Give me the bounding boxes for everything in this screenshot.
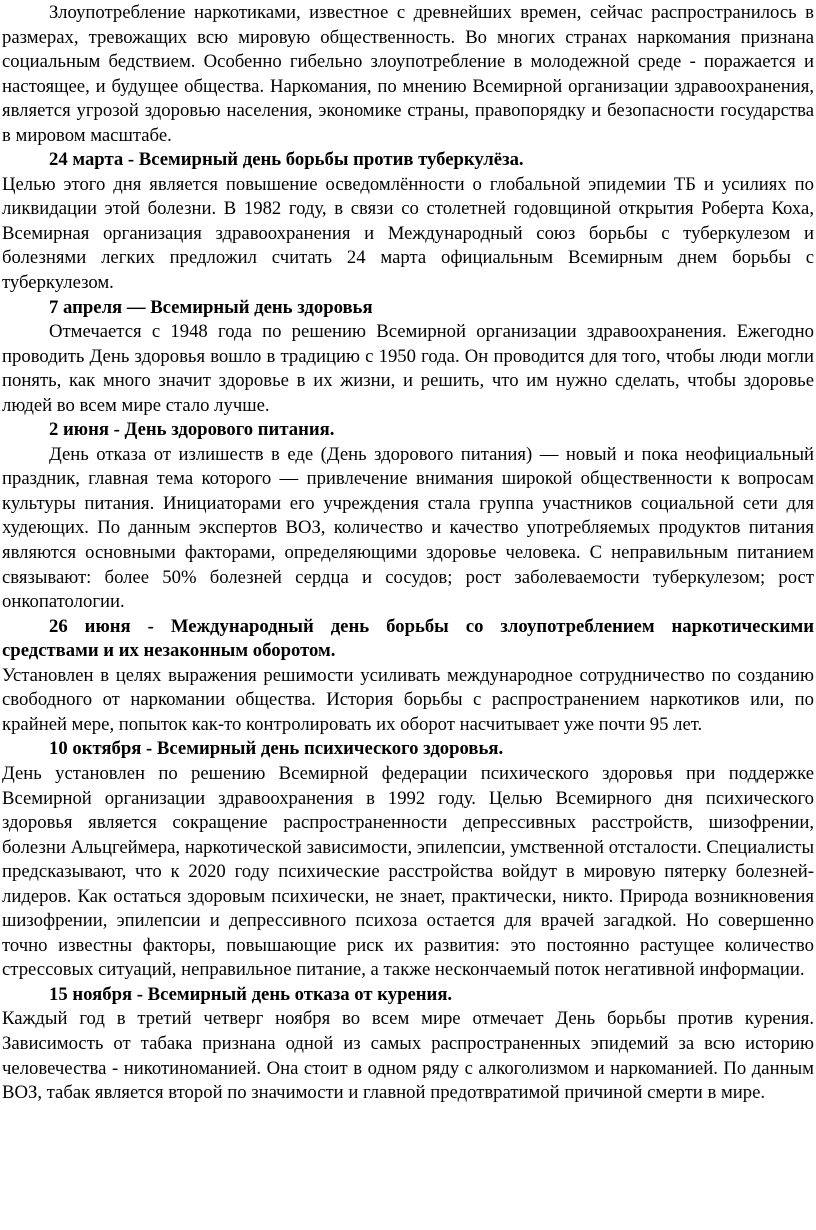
section-body-no-smoking-day: Каждый год в третий четверг ноября во всем мире отмечает День борьбы против курения. Зависимость от табака признана одной из самых распространенных эпидемий за всю историю человечества - никотиноманией. Она стоит в одном ряду с алкоголизмом и наркоманией. По данным ВОЗ, табак является второй по значимости и главной предотвратимой причиной смерти в мире. [2,1008,814,1104]
section-body-mental-health-day: День установлен по решению Всемирной федерации психического здоровья при поддержке Всемирной организации здравоохранения в 1992 году. Целью Всемирного дня психического здоровья является сокращение распространенности депрессивных расстройств, шизофрении, болезни Альцгеймера, наркотической зависимости, эпилепсии, умственной отсталости. Специалисты предсказывают, что к 2020 году психические расстройства войдут в мировую пятерку болезней-лидеров. Как остаться здоровым психически, не знает, практически, никто. Природа возникновения шизофрении, эпилепсии и депрессивного психоза остается для врачей загадкой. Но совершенно точно известны факторы, повышающие риск их развития: это постоянно растущее количество стрессовых ситуаций, неправильное питание, а также нескончаемый поток негативной информации. [2,762,814,981]
section-body-health-day: Отмечается с 1948 года по решению Всемирной организации здравоохранения. Ежегодно проводить День здоровья вошло в традицию с 1950 года. Он проводится для того, чтобы люди могли понять, как много значит здоровье в их жизни, и решить, что им нужно сделать, чтобы здоровье людей во всем мире стало лучше. [2,321,814,416]
section-body-tuberculosis-day: Целью этого дня является повышение осведомлённости о глобальной эпидемии ТБ и усилиях по ликвидации этой болезни. В 1982 году, в связи со столетней годовщиной открытия Роберта Коха, Всемирная организация здравоохранения и Международный союз борьбы с туберкулезом и болезнями легких предложил считать 24 марта официальным Всемирным днем борьбы с туберкулезом. [2,173,814,294]
section-heading-healthy-eating-day: 2 июня - День здорового питания. [49,419,335,441]
section-body-anti-drug-day: Установлен в целях выражения решимости усиливать международное сотрудничество по созданию свободного от наркомании общества. История борьбы с распространением наркотиков или, по крайней мере, попыток как-то контролировать их оборот насчитывает уже почти 95 лет. [2,664,814,735]
section-heading-no-smoking-day: 15 ноября - Всемирный день отказа от курения. [49,983,453,1005]
section-heading-tuberculosis-day: 24 марта - Всемирный день борьбы против туберкулёза. [49,149,524,171]
section-heading-mental-health-day: 10 октября - Всемирный день психического здоровья. [49,738,504,760]
section-heading-anti-drug-day: 26 июня - Международный день борьбы со злоупотреблением наркотическими средствами и их незаконным оборотом. [2,615,814,662]
intro-paragraph: Злоупотребление наркотиками, известное с древнейших времен, сейчас распространилось в размерах, тревожащих всю мировую общественность. Во многих странах наркомания признана социальным бедствием. Особенно гибельно злоупотребление в молодежной среде - поражается и настоящее, и будущее общества. Наркомания, по мнению Всемирной организации здравоохранения, является угрозой здоровью населения, экономике страны, правопорядку и безопасности государства в мировом масштабе. [2,2,814,146]
section-body-healthy-eating-day: День отказа от излишеств в еде (День здорового питания) — новый и пока неофициальный праздник, главная тема которого — привлечение внимания широкой общественности к вопросам культуры питания. Инициаторами его учреждения стала группа участников социальной сети для худеющих. По данным экспертов ВОЗ, количество и качество употребляемых продуктов питания являются основными факторами, определяющими здоровье человека. С неправильным питанием связывают: более 50% болезней сердца и сосудов; рост заболеваемости туберкулезом; рост онкопатологии. [2,443,814,613]
section-heading-health-day: 7 апреля — Всемирный день здоровья [49,296,373,318]
